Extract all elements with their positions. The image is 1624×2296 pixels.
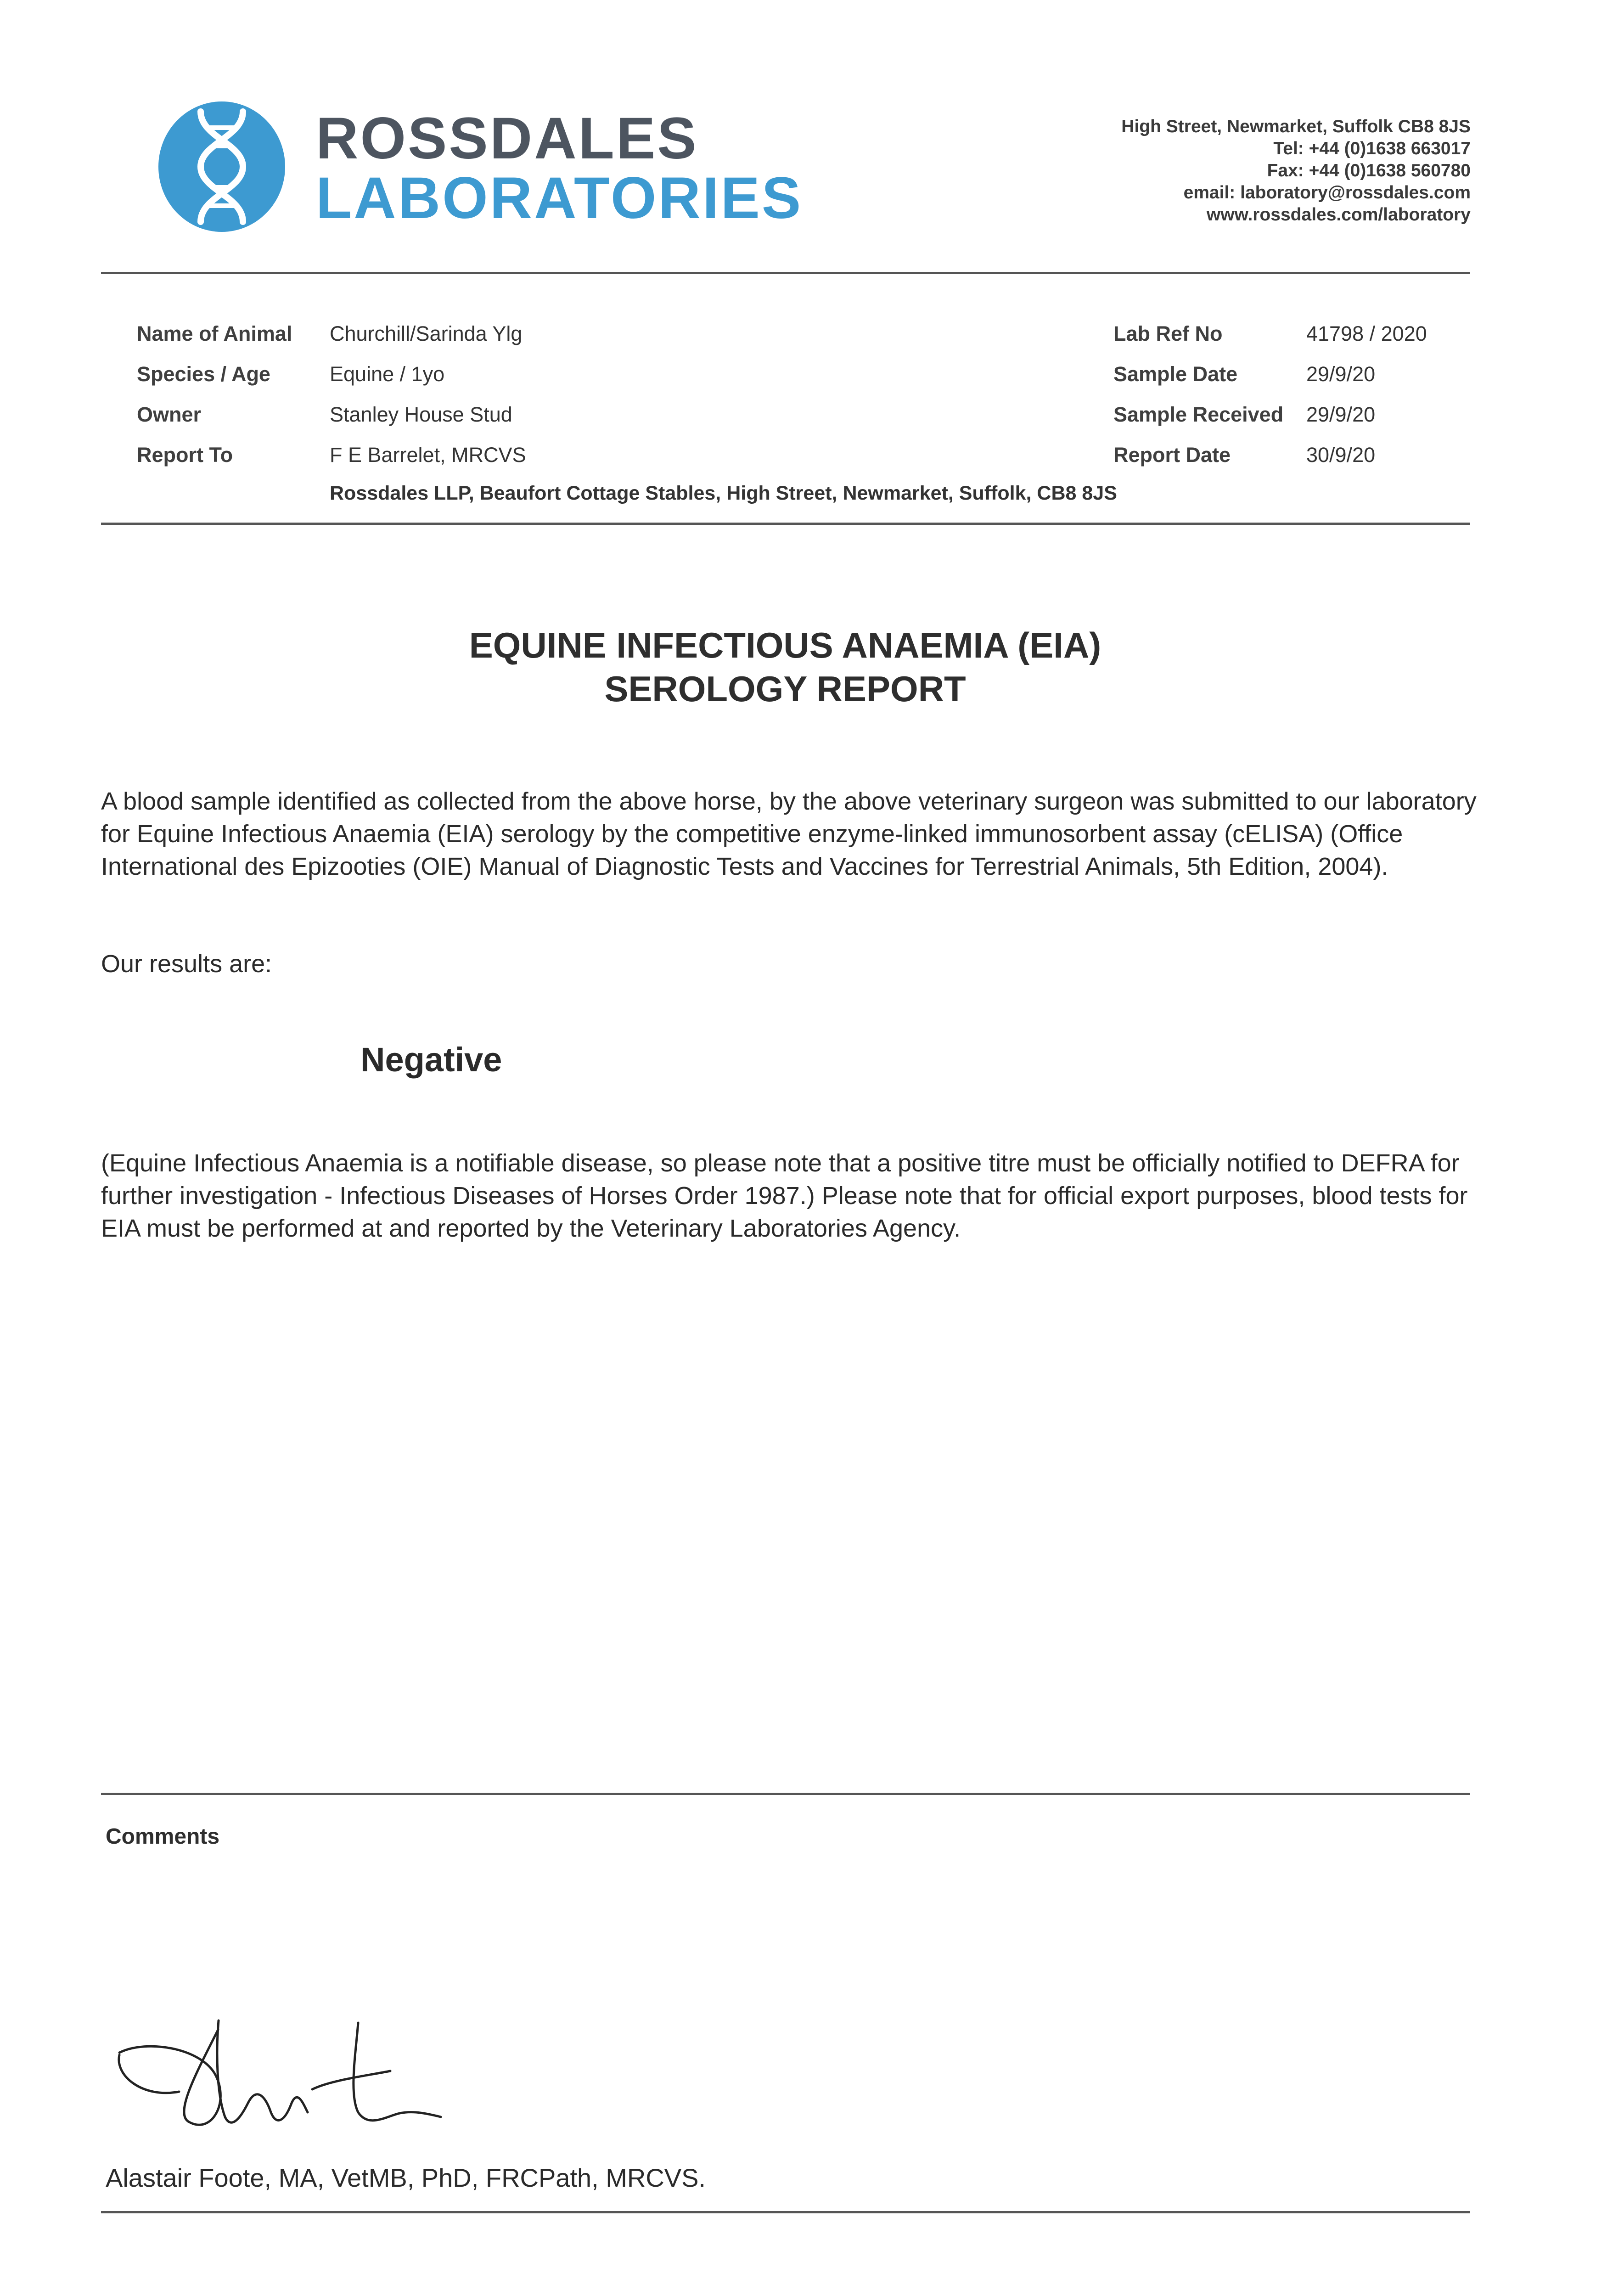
signatory-name: Alastair Foote, MA, VetMB, PhD, FRCPath, MRCVS. bbox=[106, 2163, 706, 2192]
value-sample-date: 29/9/20 bbox=[1306, 362, 1376, 386]
results-label: Our results are: bbox=[101, 950, 272, 978]
contact-block bbox=[1121, 116, 1471, 226]
label-sample-date: Sample Date bbox=[1113, 362, 1238, 386]
report-to-address: Rossdales LLP, Beaufort Cottage Stables, High Street, Newmarket, Suffolk, CB8 8JS bbox=[330, 482, 1117, 504]
contact-tel: Tel: +44 (0)1638 663017 bbox=[1273, 139, 1471, 158]
handwritten-signature bbox=[110, 2011, 468, 2144]
contact-web: www.rossdales.com/laboratory bbox=[1206, 205, 1471, 225]
value-sample-received: 29/9/20 bbox=[1306, 403, 1376, 426]
contact-address: High Street, Newmarket, Suffolk CB8 8JS bbox=[1121, 117, 1471, 136]
contact-email: email: laboratory@rossdales.com bbox=[1183, 183, 1471, 203]
contact-fax: Fax: +44 (0)1638 560780 bbox=[1267, 161, 1471, 180]
value-report-date: 30/9/20 bbox=[1306, 443, 1376, 467]
intro-paragraph: A blood sample identified as collected from the above horse, by the above veterinary surgeon was submitted to our laboratory for Equine Infectious Anaemia (EIA) serology by the competitive enzyme-linked immunosorbent assay (cELISA) (Office International des Epizooties (OIE) Manual of Diagnostic Tests and Vaccines for Terrestrial Animals, 5th Edition, 2004). bbox=[101, 788, 1477, 880]
label-owner: Owner bbox=[137, 403, 202, 426]
comments-divider bbox=[101, 1793, 1470, 1795]
dna-helix-logo-icon bbox=[157, 100, 287, 233]
label-report-date: Report Date bbox=[1113, 443, 1231, 467]
report-title: EQUINE INFECTIOUS ANAEMIA (EIA) bbox=[469, 625, 1101, 665]
report-subtitle: SEROLOGY REPORT bbox=[604, 669, 966, 709]
result-value: Negative bbox=[360, 1041, 502, 1079]
comments-label: Comments bbox=[106, 1824, 220, 1849]
value-owner: Stanley House Stud bbox=[330, 403, 512, 426]
info-divider bbox=[101, 523, 1470, 525]
label-report-to: Report To bbox=[137, 443, 233, 467]
footer-divider bbox=[101, 2211, 1470, 2213]
brand-name-line1: ROSSDALES bbox=[316, 106, 698, 171]
label-lab-ref-no: Lab Ref No bbox=[1113, 322, 1223, 345]
value-report-to: F E Barrelet, MRCVS bbox=[330, 443, 526, 467]
notifiable-disease-note: (Equine Infectious Anaemia is a notifiable disease, so please note that a positive titre must be officially notified to DEFRA for further investigation - Infectious Diseases of Horses Order 1987.) Please note that for official export purposes, blood tests for EIA must be performed at and reported by the Veterinary Laboratories Agency. bbox=[101, 1149, 1468, 1242]
value-lab-ref-no: 41798 / 2020 bbox=[1306, 322, 1427, 345]
brand-name-line2: LABORATORIES bbox=[316, 165, 803, 231]
header-divider bbox=[101, 272, 1470, 274]
value-name-of-animal: Churchill/Sarinda Ylg bbox=[330, 322, 523, 345]
label-name-of-animal: Name of Animal bbox=[137, 322, 292, 345]
label-sample-received: Sample Received bbox=[1113, 403, 1284, 426]
value-species-age: Equine / 1yo bbox=[330, 362, 445, 386]
label-species-age: Species / Age bbox=[137, 362, 270, 386]
